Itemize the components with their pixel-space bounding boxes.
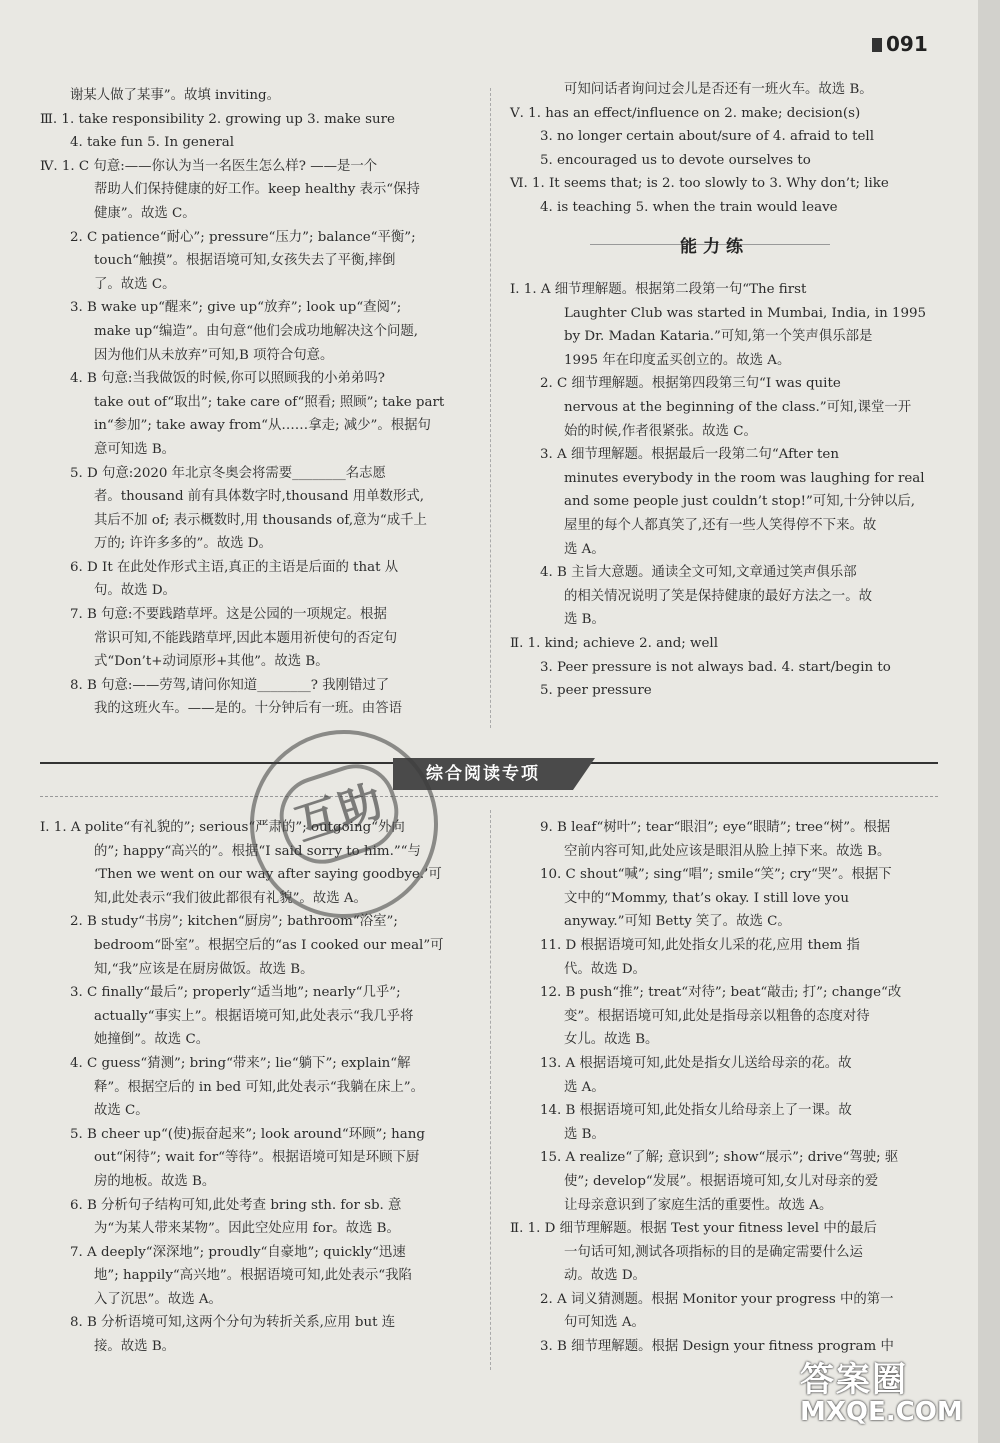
answer-line: 8. B 分析语境可知,这两个分句为转折关系,应用 but 连 (70, 1315, 396, 1331)
answer-line: 2. C 细节理解题。根据第四段第三句“I was quite (540, 376, 841, 392)
answer-line: make up“编造”。由句意“他们会成功地解决这个问题, (94, 323, 418, 339)
answer-line: 4. B 主旨大意题。通读全文可知,文章通过笑声俱乐部 (540, 565, 857, 581)
answer-line: Laughter Club was started in Mumbai, India, in 1995 (564, 305, 927, 321)
answer-line: 13. A 根据语境可知,此处是指女儿送给母亲的花。故 (540, 1055, 852, 1071)
banner-title: 综合阅读专项 (393, 758, 573, 790)
answers-top-right (510, 78, 889, 220)
answer-line: 万的; 许许多多的”。故选 D。 (94, 536, 272, 552)
answer-line: 2. A 词义猜测题。根据 Monitor your progress 中的第一 (540, 1291, 894, 1307)
answer-line: 文中的“Mommy, that’s okay. I still love you (564, 890, 849, 906)
answer-line: 4. take fun 5. In general (70, 135, 235, 151)
answer-line: 6. D It 在此处作形式主语,真正的主语是后面的 that 从 (70, 559, 399, 575)
answer-line: 者。thousand 前有具体数字时,thousand 用单数形式, (94, 489, 424, 505)
answer-line: 一句话可知,测试各项指标的目的是确定需要什么运 (564, 1244, 863, 1260)
answer-line: 代。故选 D。 (564, 961, 646, 977)
answer-line: 3. B 细节理解题。根据 Design your fitness program 中 (540, 1339, 894, 1355)
page-edge (978, 0, 1000, 1443)
answer-line: 选 A。 (564, 541, 605, 557)
answer-line: 其后不加 of; 表示概数时,用 thousands of,意为“成千上 (94, 512, 427, 528)
answer-line: 她撞倒”。故选 C。 (94, 1032, 210, 1048)
answer-line: 9. B leaf“树叶”; tear“眼泪”; eye“眼睛”; tree“树”。根据 (540, 820, 891, 835)
banner-rule-bottom (40, 796, 938, 797)
answer-line: Ⅵ. 1. It seems that; is 2. too slowly to 3. Why don’t; like (510, 176, 889, 192)
page-number (872, 32, 928, 56)
answer-line: 了。故选 C。 (94, 276, 176, 292)
answer-line: 选 B。 (564, 612, 605, 628)
answer-line: 健康”。故选 C。 (94, 205, 196, 221)
answer-line: 选 A。 (564, 1079, 605, 1095)
watermark (800, 1352, 963, 1427)
page-number-text: 091 (886, 32, 928, 56)
answer-line: 6. B 分析句子结构可知,此处考查 bring sth. for sb. 意 (70, 1197, 402, 1213)
answer-line: 12. B push“推”; treat“对待”; beat“敲击; 打”; change“改 (540, 985, 902, 1001)
answer-line: anyway.”可知 Betty 笑了。故选 C。 (564, 914, 791, 930)
answer-line: 房的地板。故选 B。 (94, 1173, 216, 1189)
watermark-url: MXQE.COM (800, 1397, 963, 1427)
answer-line: 屋里的每个人都真笑了,还有一些人笑得停不下来。故 (564, 517, 877, 533)
answer-line: 3. B wake up“醒来”; give up“放弃”; look up“查阅”; (70, 300, 402, 316)
answer-line: 选 B。 (564, 1126, 605, 1142)
answer-line: Ⅳ. 1. C 句意:——你认为当一名医生怎么样? ——是一个 (40, 158, 378, 174)
answer-line: 动。故选 D。 (564, 1268, 646, 1284)
answer-line: in“参加”; take away from“从……拿走; 减少”。根据句 (94, 418, 431, 434)
answer-line: Ⅰ. 1. A polite“有礼貌的”; serious“严肃的”; outgoing“外向 (40, 820, 405, 835)
answer-line: 女儿。故选 B。 (564, 1032, 659, 1048)
answer-line: 入了沉思”。故选 A。 (94, 1291, 222, 1307)
answer-line: 的相关情况说明了笑是保持健康的最好方法之一。故 (564, 588, 872, 604)
answer-line: ‘Then we went on our way after saying goodbye.’可 (94, 867, 442, 883)
answer-line: minutes everybody in the room was laughing for real (564, 470, 925, 486)
answer-line: 句。故选 D。 (94, 583, 176, 599)
answer-line: bedroom“卧室”。根据空后的“as I cooked our meal”可 (94, 937, 444, 953)
answer-line: 7. B 句意:不要践踏草坪。这是公园的一项规定。根据 (70, 607, 387, 623)
answer-line: 让母亲意识到了家庭生活的重要性。故选 A。 (564, 1197, 833, 1213)
answer-line: 帮助人们保持健康的好工作。keep healthy 表示“保持 (94, 182, 420, 198)
answer-line: touch“触摸”。根据语境可知,女孩失去了平衡,摔倒 (94, 253, 396, 269)
answer-line: 3. A 细节理解题。根据最后一段第二句“After ten (540, 447, 839, 463)
banner-tip (573, 758, 595, 790)
answer-line: 14. B 根据语境可知,此处指女儿给母亲上了一课。故 (540, 1103, 852, 1119)
answer-line: 为“为某人带来某物”。因此空处应用 for。故选 B。 (94, 1221, 400, 1237)
answer-line: and some people just couldn’t stop!”可知,十分钟以后, (564, 494, 916, 510)
answer-line: 释”。根据空后的 in bed 可知,此处表示“我躺在床上”。 (94, 1079, 424, 1095)
answer-line: 10. C shout“喊”; sing“唱”; smile“笑”; cry“哭”。根据下 (540, 867, 892, 883)
page-mark-icon (872, 38, 882, 52)
answers-mid-right (510, 278, 926, 703)
answer-line: 可知问话者询问过会儿是否还有一班火车。故选 B。 (564, 82, 873, 97)
answer-line: Ⅴ. 1. has an effect/influence on 2. make; decision(s) (510, 105, 861, 121)
answer-line: 故选 C。 (94, 1103, 149, 1119)
answer-line: take out of“取出”; take care of“照看; 照顾”; take part (94, 394, 445, 410)
answer-line: 因为他们从未放弃”可知,B 项符合句意。 (94, 347, 334, 363)
answer-line: 变”。根据语境可知,此处是指母亲以粗鲁的态度对待 (564, 1008, 870, 1024)
section-title: 能力练 (680, 237, 749, 257)
answer-line: 4. is teaching 5. when the train would leave (540, 199, 838, 215)
answers-top-left (40, 84, 444, 721)
answer-line: 的”; happy“高兴的”。根据“I said sorry to him.”“与 (94, 843, 421, 859)
answer-line: 我的这班火车。——是的。十分钟后有一班。由答语 (94, 701, 402, 717)
column-divider-bottom (490, 810, 491, 1370)
answer-line: actually“事实上”。根据语境可知,此处表示“我几乎将 (94, 1008, 414, 1024)
answer-line: 1995 年在印度孟买创立的。故选 A。 (564, 352, 791, 368)
watermark-main: 答案圈 (800, 1360, 908, 1400)
answer-line: Ⅱ. 1. kind; achieve 2. and; well (510, 635, 718, 651)
answer-line: 谢某人做了某事”。故填 inviting。 (70, 88, 281, 103)
stamp-text: 互助 (269, 754, 408, 874)
answer-line: 知,此处表示“我们彼此都很有礼貌”。故选 A。 (94, 890, 367, 906)
answer-line: 常识可知,不能践踏草坪,因此本题用祈使句的否定句 (94, 630, 398, 646)
answer-line: 15. A realize“了解; 意识到”; show“展示”; drive“驾驶; 驱 (540, 1150, 899, 1166)
answer-line: 4. C guess“猜测”; bring“带来”; lie“躺下”; explain“解 (70, 1055, 411, 1071)
answer-line: 2. B study“书房”; kitchen“厨房”; bathroom“浴室”; (70, 914, 398, 930)
answer-line: 3. no longer certain about/sure of 4. afraid to tell (540, 129, 874, 145)
answer-line: Ⅲ. 1. take responsibility 2. growing up 3. make sure (40, 111, 395, 127)
answer-line: 8. B 句意:——劳驾,请问你知道________? 我刚错过了 (70, 677, 390, 693)
answer-line: 句可知选 A。 (564, 1315, 645, 1331)
answer-line: 地”; happily“高兴地”。根据语境可知,此处表示“我陷 (94, 1268, 412, 1284)
answer-line: 2. C patience“耐心”; pressure“压力”; balance“平衡”; (70, 229, 416, 245)
answer-line: Ⅱ. 1. D 细节理解题。根据 Test your fitness level 中的最后 (510, 1221, 877, 1237)
answer-line: by Dr. Madan Kataria.”可知,第一个笑声俱乐部是 (564, 329, 873, 345)
answers-bottom-right (510, 816, 901, 1359)
answer-line: 5. peer pressure (540, 683, 652, 699)
answer-line: 5. B cheer up“(使)振奋起来”; look around“环顾”; hang (70, 1126, 425, 1142)
answer-line: 空前内容可知,此处应该是眼泪从脸上掉下来。故选 B。 (564, 843, 891, 859)
answer-line: 4. B 句意:当我做饭的时候,你可以照顾我的小弟弟吗? (70, 371, 385, 387)
answer-line: 3. Peer pressure is not always bad. 4. start/begin to (540, 659, 891, 675)
answer-line: Ⅰ. 1. A 细节理解题。根据第二段第一句“The first (510, 282, 807, 297)
answer-line: 11. D 根据语境可知,此处指女儿采的花,应用 them 指 (540, 937, 860, 953)
answer-line: 接。故选 B。 (94, 1339, 176, 1355)
answer-line: 意可知选 B。 (94, 441, 176, 457)
answer-line: nervous at the beginning of the class.”可知,课堂一开 (564, 399, 912, 415)
answer-line: 5. encouraged us to devote ourselves to (540, 152, 811, 168)
answer-line: 3. C finally“最后”; properly“适当地”; nearly“几乎”; (70, 985, 401, 1001)
answer-line: 7. A deeply“深深地”; proudly“自豪地”; quickly“迅速 (70, 1244, 406, 1260)
answer-line: 始的时候,作者很紧张。故选 C。 (564, 423, 757, 439)
answer-line: 式“Don’t+动词原形+其他”。故选 B。 (94, 654, 329, 670)
answer-line: 使”; develop“发展”。根据语境可知,女儿对母亲的爱 (564, 1173, 879, 1189)
answer-line: 知,“我”应该是在厨房做饭。故选 B。 (94, 961, 314, 977)
answer-line: out“闲待”; wait for“等待”。根据语境可知是环顾下厨 (94, 1150, 420, 1166)
answer-line: 5. D 句意:2020 年北京冬奥会将需要________名志愿 (70, 465, 386, 481)
column-divider-top (490, 88, 491, 728)
